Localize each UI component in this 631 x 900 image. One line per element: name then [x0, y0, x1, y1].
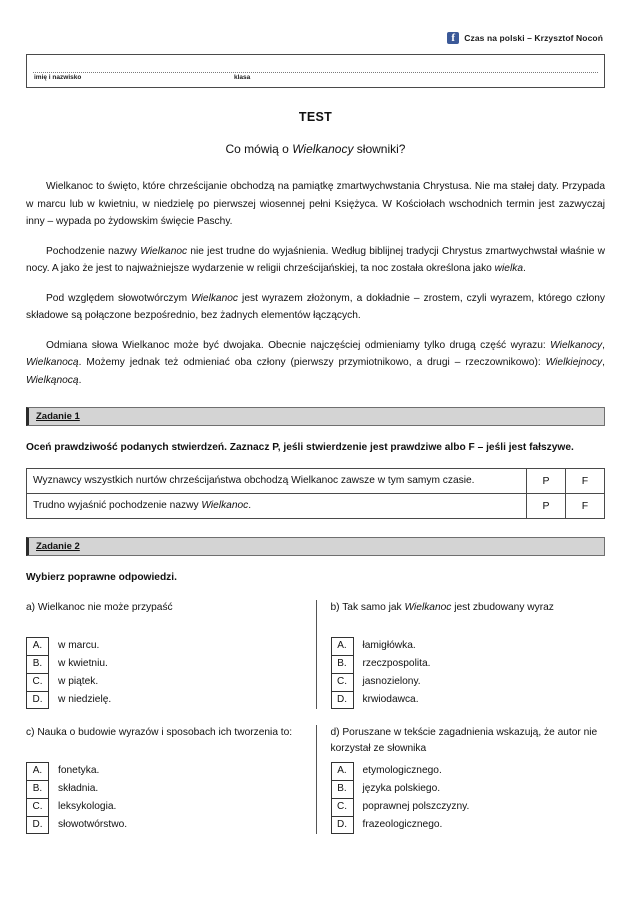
emphasis-text: Wielkiejnocy	[545, 357, 603, 368]
body-text: c) Nauka o budowie wyrazów i sposobach ich tworzenia to:	[26, 727, 293, 738]
option-letter-box[interactable]: A.	[331, 762, 354, 780]
emphasis-text: Wielkanoc	[201, 500, 249, 511]
option-text: leksykologia.	[58, 801, 117, 812]
option-text: łamigłówka.	[362, 640, 416, 651]
answer-option[interactable]	[331, 691, 606, 709]
false-option-cell[interactable]: F	[566, 494, 605, 519]
question-a-options	[26, 637, 302, 709]
task-1-label: Zadanie 1	[36, 411, 80, 422]
option-letter-box[interactable]: D.	[331, 691, 354, 709]
body-text: a) Wielkanoc nie może przypaść	[26, 602, 173, 613]
facebook-icon: f	[447, 32, 459, 44]
fill-in-line[interactable]	[33, 72, 598, 73]
class-label: klasa	[234, 74, 251, 81]
answer-option[interactable]	[26, 780, 302, 798]
body-text: Odmiana słowa Wielkanoc może być dwojaka. Obecnie najczęściej odmieniamy tylko drugą część wyrazu:	[46, 339, 551, 351]
task-2-instruction: Wybierz poprawne odpowiedzi.	[26, 572, 177, 583]
option-letter-box[interactable]: B.	[26, 655, 49, 673]
body-text: d) Poruszane w tekście zagadnienia wskazują, że autor nie korzystał ze słownika	[330, 727, 598, 754]
question-d-column	[316, 725, 606, 834]
brand-label: Czas na polski – Krzysztof Nocoń	[464, 33, 603, 43]
body-text: Wielkanoc to święto, które chrześcijanie obchodzą na pamiątkę zmartwychwstania Chrystusa. Nie ma stałej daty. Przypada w marcu lub w kwietniu, w niedzielę po pierwszej wiosennej pełni Księżyca. W Kościołach wschodnich termin jest zazwyczaj inny – wypada po żydowskim święcie Paschy.	[26, 181, 605, 227]
question-row-2	[26, 725, 605, 834]
true-false-table	[26, 468, 605, 519]
option-text: składnia.	[58, 783, 99, 794]
body-text: jest wyrazem złożonym, a dokładnie – zrostem, czyli wyrazem, którego człony składowe są połączone bezpośrednio, bez żadnych elementów łączących.	[26, 292, 605, 321]
emphasis-text: Wielkąnocą	[26, 374, 79, 386]
paragraph-4	[26, 337, 605, 390]
body-text: jest zbudowany wyraz	[451, 602, 554, 613]
option-text: poprawnej polszczyzny.	[362, 801, 470, 812]
body-text: .	[248, 500, 252, 511]
option-letter-box[interactable]: B.	[331, 655, 354, 673]
answer-option[interactable]	[331, 816, 606, 834]
question-c-stem	[26, 725, 302, 757]
id-labels	[34, 74, 464, 81]
option-text: w kwietniu.	[58, 658, 108, 669]
statement-cell	[27, 494, 527, 519]
emphasis-text: Wielkanocy	[550, 339, 603, 351]
task-2-label: Zadanie 2	[36, 541, 80, 552]
table-row	[27, 494, 605, 519]
emphasis-text: Wielkanocą	[26, 357, 79, 368]
task-1-header	[26, 407, 605, 426]
subtitle-part-2: słowniki?	[353, 142, 406, 156]
option-text: języka polskiego.	[362, 783, 441, 794]
question-b-column	[316, 600, 606, 709]
answer-option[interactable]	[331, 762, 606, 780]
question-row-1	[26, 600, 605, 709]
emphasis-text: Wielkanoc	[140, 245, 188, 257]
body-text: .	[78, 374, 82, 386]
paragraph-1	[26, 178, 605, 231]
body-text: ,	[602, 339, 605, 351]
body-text: .	[522, 263, 526, 274]
option-text: frazeologicznego.	[362, 819, 443, 830]
question-d-stem	[331, 725, 606, 757]
body-text: nie jest trudne do wyjaśnienia. Według biblijnej tradycji Chrystus zmartwychwstał właśnie w nocy. A jako że jest to najważniejsze wydarzenie w religii chrześcijańskiej, ta noc została określona jako	[26, 245, 605, 274]
option-letter-box[interactable]: B.	[26, 780, 49, 798]
answer-option[interactable]	[26, 762, 302, 780]
emphasis-text: wielka	[494, 263, 523, 274]
body-text: b) Tak samo jak	[330, 602, 405, 613]
option-text: w marcu.	[58, 640, 100, 651]
option-letter-box[interactable]: A.	[26, 762, 49, 780]
option-letter-box[interactable]: A.	[331, 637, 354, 655]
brand-row	[26, 0, 605, 48]
answer-option[interactable]	[26, 798, 302, 816]
body-text: Pod względem słowotwórczym	[46, 292, 192, 304]
table-row	[27, 469, 605, 494]
answer-option[interactable]	[331, 673, 606, 691]
emphasis-text: Wielkanoc	[404, 602, 452, 613]
page-title: TEST	[298, 110, 333, 124]
answer-option[interactable]	[26, 637, 302, 655]
body-text: Pochodzenie nazwy	[46, 245, 141, 257]
option-text: w niedzielę.	[58, 694, 112, 705]
question-d-options	[331, 762, 606, 834]
option-text: etymologicznego.	[362, 765, 442, 776]
question-b-stem	[331, 600, 606, 632]
question-b-options	[331, 637, 606, 709]
option-letter-box[interactable]: D.	[26, 816, 49, 834]
option-letter-box[interactable]: C.	[26, 798, 49, 816]
answer-option[interactable]	[331, 637, 606, 655]
option-letter-box[interactable]: C.	[331, 798, 354, 816]
option-letter-box[interactable]: D.	[26, 691, 49, 709]
question-a-column	[26, 600, 316, 709]
answer-option[interactable]	[26, 691, 302, 709]
option-text: fonetyka.	[58, 765, 100, 776]
option-letter-box[interactable]: C.	[26, 673, 49, 691]
option-text: jasnozielony.	[362, 676, 421, 687]
body-text: Trudno wyjaśnić pochodzenie nazwy	[33, 500, 202, 511]
task-2-header	[26, 537, 605, 556]
subtitle-italic-word: Wielkanocy	[292, 142, 354, 156]
page-subtitle	[26, 142, 605, 156]
answer-option[interactable]	[331, 798, 606, 816]
question-a-stem	[26, 600, 302, 632]
body-text: ,	[602, 357, 605, 368]
option-text: rzeczpospolita.	[362, 658, 431, 669]
task-1-instruction: Oceń prawdziwość podanych stwierdzeń. Zaznacz P, jeśli stwierdzenie jest prawdziwe albo F – jeśli jest fałszywe.	[26, 442, 574, 453]
student-identification-box	[26, 54, 605, 88]
question-c-column	[26, 725, 316, 834]
option-text: w piątek.	[58, 676, 99, 687]
answer-option[interactable]	[26, 816, 302, 834]
paragraph-2	[26, 243, 605, 278]
option-letter-box[interactable]: D.	[331, 816, 354, 834]
option-text: słowotwórstwo.	[58, 819, 128, 830]
answer-option[interactable]	[331, 780, 606, 798]
body-text: Wyznawcy wszystkich nurtów chrześcijaństwa obchodzą Wielkanoc zawsze w tym samym czasie.	[33, 475, 475, 486]
false-option-cell[interactable]: F	[566, 469, 605, 494]
answer-option[interactable]	[26, 673, 302, 691]
paragraph-3	[26, 290, 605, 325]
emphasis-text: Wielkanoc	[191, 292, 239, 304]
statement-cell	[27, 469, 527, 494]
answer-option[interactable]	[331, 655, 606, 673]
true-option-cell[interactable]: P	[527, 494, 566, 519]
subtitle-part-1: Co mówią o	[225, 142, 293, 156]
option-letter-box[interactable]: B.	[331, 780, 354, 798]
body-text: . Możemy jednak też odmieniać oba człony (pierwszy przymiotnikowo, a drugi – rzeczownikowo):	[78, 357, 546, 368]
option-text: krwiodawca.	[362, 694, 419, 705]
answer-option[interactable]	[26, 655, 302, 673]
option-letter-box[interactable]: A.	[26, 637, 49, 655]
name-label: imię i nazwisko	[34, 74, 82, 81]
true-option-cell[interactable]: P	[527, 469, 566, 494]
option-letter-box[interactable]: C.	[331, 673, 354, 691]
question-c-options	[26, 762, 302, 834]
reading-text	[26, 178, 605, 389]
